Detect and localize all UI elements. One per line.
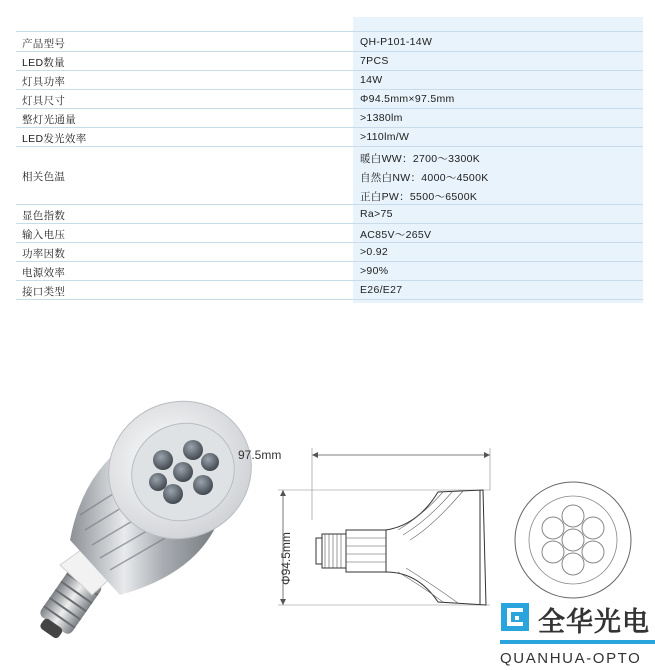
brand-name-cn: 全华光电 — [538, 607, 650, 638]
table-row — [16, 223, 643, 243]
spec-label: 灯具尺寸 — [22, 95, 66, 107]
table-row — [16, 51, 643, 71]
spec-label: 接口类型 — [22, 286, 66, 298]
brand-logo — [500, 598, 655, 670]
led-lamp-image — [0, 390, 260, 670]
spec-value: Ra>75 — [360, 208, 393, 220]
spec-label: LED发光效率 — [22, 133, 87, 145]
diameter-dimension-label: Φ94.5mm — [279, 532, 293, 585]
spec-value: AC85V～265V — [360, 229, 432, 241]
spec-value: E26/E27 — [360, 284, 403, 296]
spec-label: 整灯光通量 — [22, 114, 76, 126]
spec-label: 相关色温 — [22, 171, 66, 183]
quanhua-logo-icon — [500, 602, 530, 632]
spec-label: 灯具功率 — [22, 76, 66, 88]
spec-label: 功率因数 — [22, 248, 66, 260]
spec-label: 输入电压 — [22, 229, 66, 241]
spec-label: 显色指数 — [22, 210, 66, 222]
spec-value: 自然白NW：4000～4500K — [360, 172, 489, 184]
table-row — [16, 146, 643, 205]
table-row — [16, 204, 643, 224]
spec-value: 正白PW：5500～6500K — [360, 191, 478, 203]
side-dimension-drawing — [228, 430, 508, 630]
table-row — [16, 70, 643, 90]
length-dimension-label: 97.5mm — [238, 448, 282, 462]
spec-value: 14W — [360, 74, 383, 86]
brand-accent-bar — [500, 640, 655, 644]
table-row — [16, 280, 643, 300]
spec-value: >0.92 — [360, 246, 389, 258]
spec-label: 电源效率 — [22, 267, 66, 279]
spec-value: QH-P101-14W — [360, 36, 433, 48]
table-row — [16, 127, 643, 147]
spec-value: 暖白WW：2700～3300K — [360, 153, 481, 165]
spec-label: LED数量 — [22, 57, 65, 69]
table-row — [16, 89, 643, 109]
table-row — [16, 108, 643, 128]
spec-value: Φ94.5mm×97.5mm — [360, 93, 455, 105]
spec-label: 产品型号 — [22, 38, 66, 50]
spec-value: >90% — [360, 265, 389, 277]
table-row — [16, 261, 643, 281]
spec-value: >110lm/W — [360, 131, 410, 143]
brand-name-en: QUANHUA-OPTO — [500, 650, 642, 667]
table-row — [16, 32, 643, 52]
table-row — [16, 242, 643, 262]
spec-value: >1380lm — [360, 112, 403, 124]
spec-value: 7PCS — [360, 55, 389, 67]
